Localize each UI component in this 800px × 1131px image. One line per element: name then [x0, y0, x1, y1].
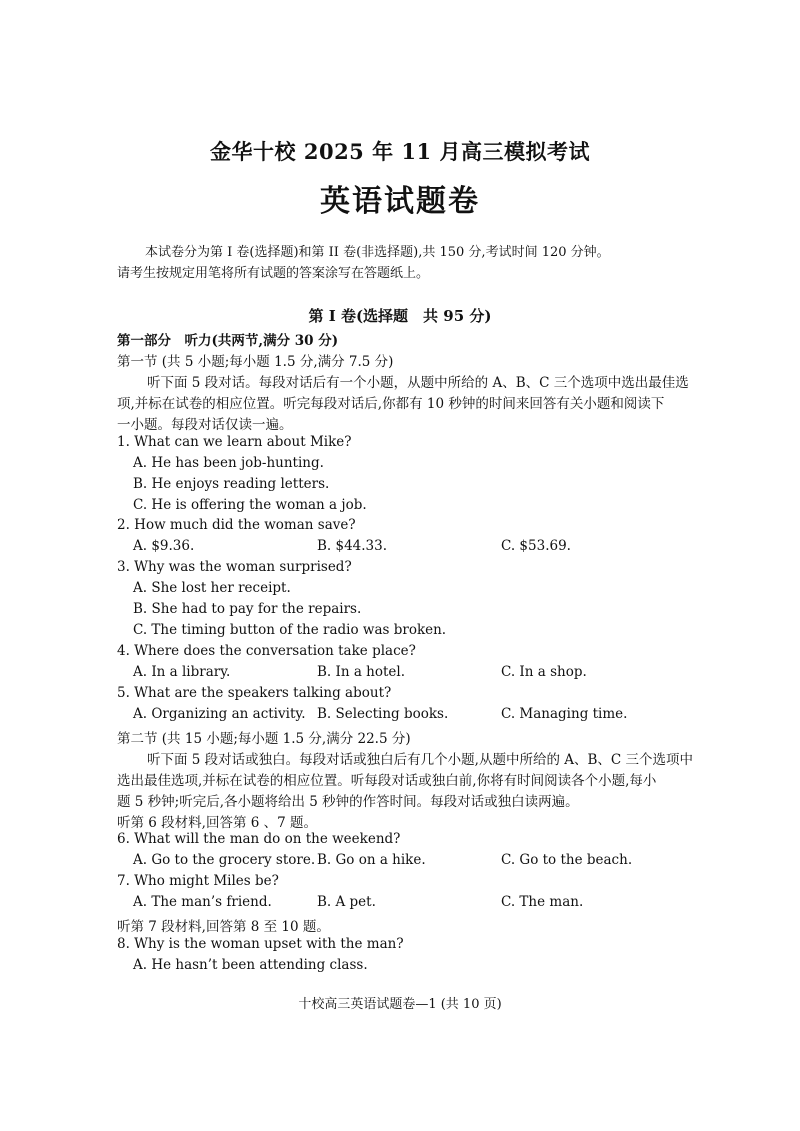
question-1-option-b: B. He enjoys reading letters.	[133, 476, 330, 492]
part-1-title: 第一部分 听力(共两节,满分 30 分)	[117, 333, 339, 349]
question-6-option-b: B. Go on a hike.	[317, 852, 426, 868]
question-4-option-c: C. In a shop.	[501, 664, 587, 680]
question-1-option-a: A. He has been job-hunting.	[133, 455, 324, 471]
question-2-stem: 2. How much did the woman save?	[117, 517, 356, 533]
section-2-directions-2: 选出最佳选项,并标在试卷的相应位置。听每段对话或独白前,你将有时间阅读各个小题,每小	[117, 773, 657, 789]
question-6-option-a: A. Go to the grocery store.	[133, 852, 316, 868]
exam-title: 金华十校 2025 年 11 月高三模拟考试	[210, 139, 590, 164]
question-1-stem: 1. What can we learn about Mike?	[117, 434, 352, 450]
question-4-option-b: B. In a hotel.	[317, 664, 406, 680]
material-note-6: 听第 6 段材料,回答第 6 、7 题。	[117, 815, 318, 831]
question-2-option-a: A. $9.36.	[133, 538, 195, 554]
section-2-directions-3: 题 5 秒钟;听完后,各小题将给出 5 秒钟的作答时间。每段对话或独白读两遍。	[117, 794, 579, 810]
question-2-option-c: C. $53.69.	[501, 538, 571, 554]
subject-title: 英语试题卷	[320, 184, 480, 219]
question-7-option-c: C. The man.	[501, 894, 584, 910]
question-6-stem: 6. What will the man do on the weekend?	[117, 831, 401, 847]
question-8-option-a: A. He hasn’t been attending class.	[133, 957, 368, 973]
question-2-option-b: B. $44.33.	[317, 538, 388, 554]
question-7-option-a: A. The man’s friend.	[133, 894, 272, 910]
section-1-directions-3: 一小题。每段对话仅读一遍。	[117, 417, 293, 433]
question-7-stem: 7. Who might Miles be?	[117, 873, 279, 889]
instruction-line-1: 本试卷分为第 Ⅰ 卷(选择题)和第 II 卷(非选择题),共 150 分,考试时间 120 分钟。	[145, 245, 610, 260]
question-5-option-b: B. Selecting books.	[317, 706, 449, 722]
page-footer: 十校高三英语试题卷—1 (共 10 页)	[298, 997, 502, 1012]
section-2-title: 第二节 (共 15 小题;每小题 1.5 分,满分 22.5 分)	[117, 731, 411, 747]
instruction-line-2: 请考生按规定用笔将所有试题的答案涂写在答题纸上。	[117, 266, 430, 281]
question-5-stem: 5. What are the speakers talking about?	[117, 685, 392, 701]
section-2-directions-1: 听下面 5 段对话或独白。每段对话或独白后有几个小题,从题中所给的 A、B、C 三个选项中	[147, 752, 694, 768]
section-1-directions-2: 项,并标在试卷的相应位置。听完每段对话后,你都有 10 秒钟的时间来回答有关小题和阅读下	[117, 396, 665, 412]
material-note-7: 听第 7 段材料,回答第 8 至 10 题。	[117, 919, 330, 935]
question-6-option-c: C. Go to the beach.	[501, 852, 633, 868]
question-3-option-b: B. She had to pay for the repairs.	[133, 601, 362, 617]
question-3-stem: 3. Why was the woman surprised?	[117, 559, 352, 575]
section-1-directions-1: 听下面 5 段对话。每段对话后有一个小题，从题中所给的 A、B、C 三个选项中选出最佳选	[147, 375, 689, 391]
question-5-option-a: A. Organizing an activity.	[133, 706, 306, 722]
volume-1-title: 第 I 卷(选择题 共 95 分)	[308, 307, 492, 325]
question-4-stem: 4. Where does the conversation take place?	[117, 643, 416, 659]
section-1-title: 第一节 (共 5 小题;每小题 1.5 分,满分 7.5 分)	[117, 354, 394, 370]
question-4-option-a: A. In a library.	[133, 664, 231, 680]
question-1-option-c: C. He is offering the woman a job.	[133, 497, 367, 513]
question-3-option-a: A. She lost her receipt.	[133, 580, 291, 596]
question-5-option-c: C. Managing time.	[501, 706, 628, 722]
question-8-stem: 8. Why is the woman upset with the man?	[117, 936, 404, 952]
question-7-option-b: B. A pet.	[317, 894, 376, 910]
question-3-option-c: C. The timing button of the radio was broken.	[133, 622, 447, 638]
